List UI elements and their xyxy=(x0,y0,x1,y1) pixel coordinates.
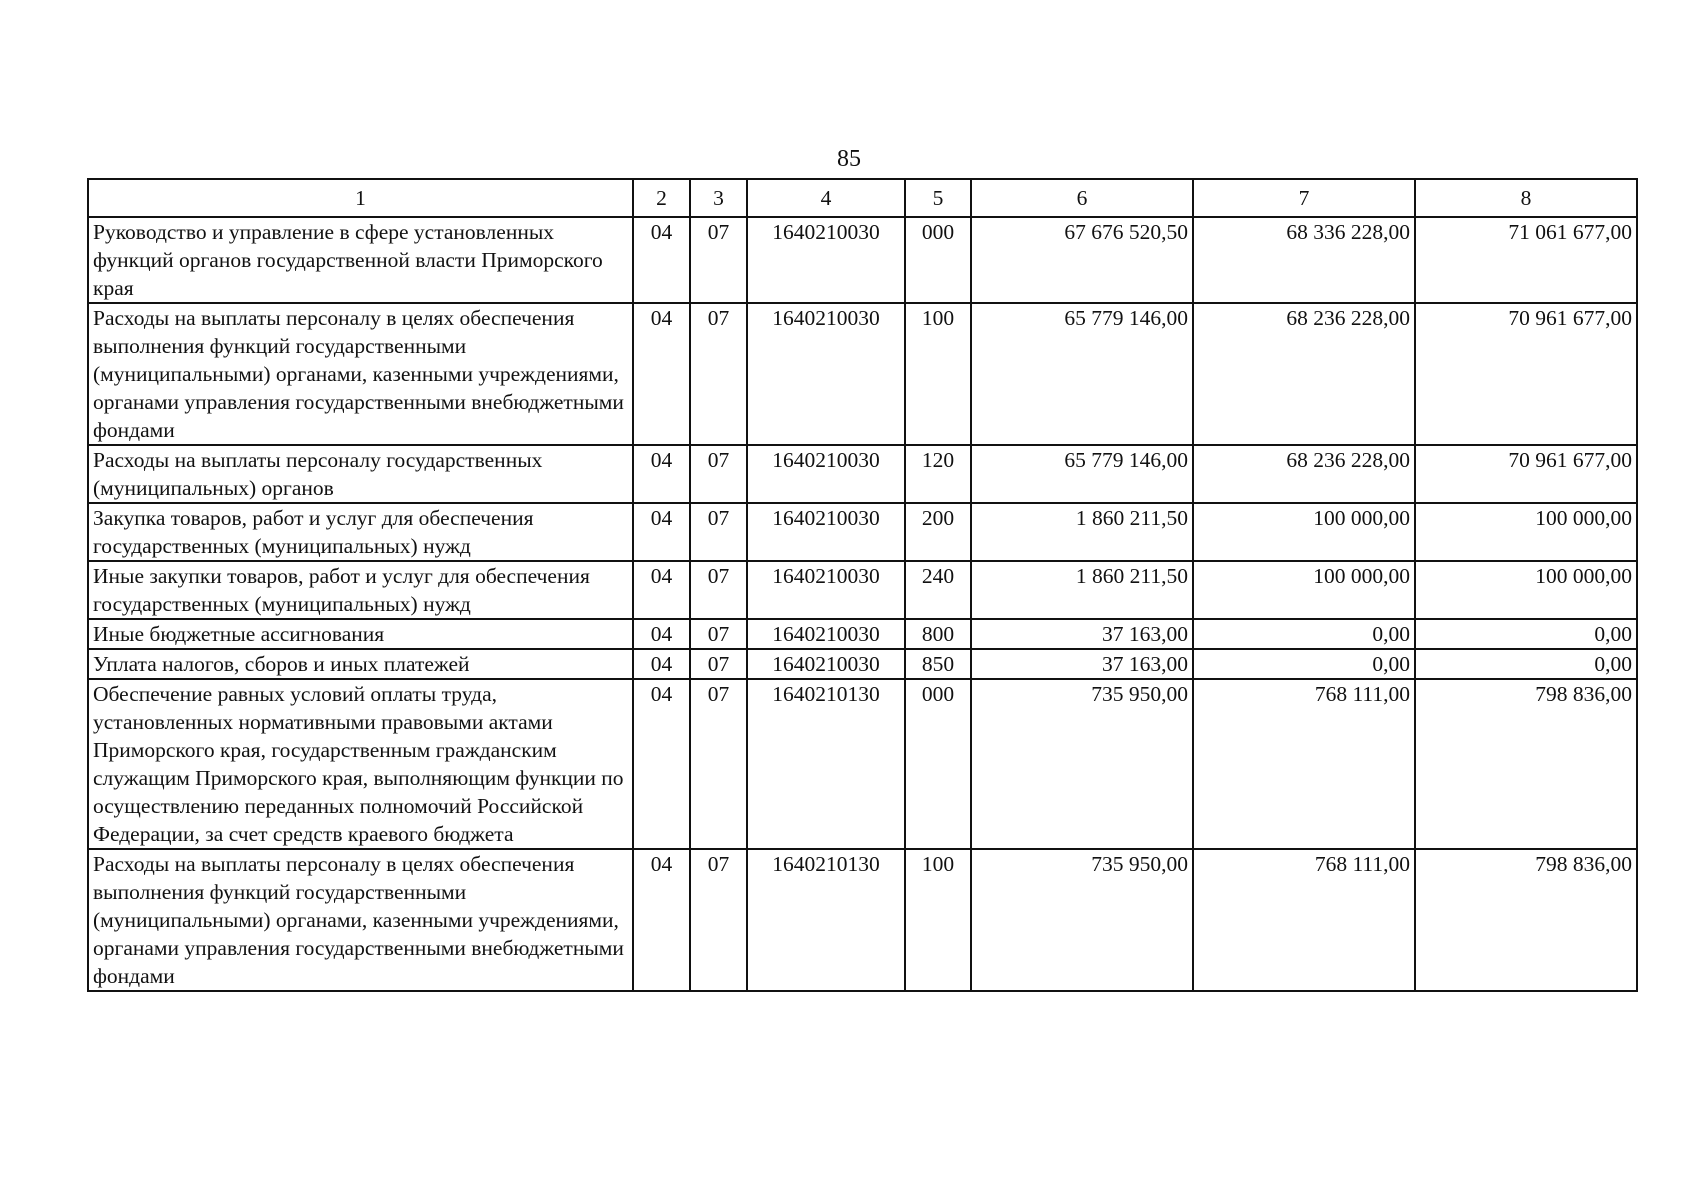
page-number: 85 xyxy=(837,146,861,172)
row-expense-type: 000 xyxy=(905,217,971,303)
row-amount-6: 1 860 211,50 xyxy=(971,503,1193,561)
row-amount-8: 798 836,00 xyxy=(1415,849,1637,991)
header-cell-6: 6 xyxy=(971,179,1193,217)
row-target-article: 1640210030 xyxy=(747,649,905,679)
table-row xyxy=(88,679,1637,849)
row-subsection: 07 xyxy=(690,503,747,561)
row-subsection: 07 xyxy=(690,303,747,445)
row-amount-6: 735 950,00 xyxy=(971,849,1193,991)
row-section: 04 xyxy=(633,619,690,649)
row-amount-8: 70 961 677,00 xyxy=(1415,445,1637,503)
row-subsection: 07 xyxy=(690,649,747,679)
row-target-article: 1640210030 xyxy=(747,619,905,649)
row-target-article: 1640210030 xyxy=(747,561,905,619)
row-amount-6: 65 779 146,00 xyxy=(971,303,1193,445)
row-name: Уплата налогов, сборов и иных платежей xyxy=(88,649,633,679)
row-amount-8: 100 000,00 xyxy=(1415,503,1637,561)
table-row xyxy=(88,561,1637,619)
table-row xyxy=(88,503,1637,561)
row-name: Расходы на выплаты персоналу в целях обеспечения выполнения функций государственными (муниципальными) органами, казенными учреждениями, органами управления государственными внебюджетными фондами xyxy=(88,849,633,991)
row-name: Закупка товаров, работ и услуг для обеспечения государственных (муниципальных) нужд xyxy=(88,503,633,561)
row-target-article: 1640210030 xyxy=(747,303,905,445)
row-section: 04 xyxy=(633,303,690,445)
header-cell-7: 7 xyxy=(1193,179,1415,217)
row-amount-8: 71 061 677,00 xyxy=(1415,217,1637,303)
table-body xyxy=(88,217,1637,991)
row-amount-7: 100 000,00 xyxy=(1193,503,1415,561)
row-section: 04 xyxy=(633,849,690,991)
row-name: Руководство и управление в сфере установленных функций органов государственной власти Приморского края xyxy=(88,217,633,303)
row-target-article: 1640210030 xyxy=(747,445,905,503)
row-subsection: 07 xyxy=(690,561,747,619)
row-amount-7: 0,00 xyxy=(1193,649,1415,679)
row-amount-8: 70 961 677,00 xyxy=(1415,303,1637,445)
row-name: Обеспечение равных условий оплаты труда, установленных нормативными правовыми актами Приморского края, государственным гражданским служащим Приморского края, выполняющим функции по осуществлению переданных полномочий Российской Федерации, за счет средств краевого бюджета xyxy=(88,679,633,849)
row-expense-type: 850 xyxy=(905,649,971,679)
header-cell-8: 8 xyxy=(1415,179,1637,217)
row-amount-7: 68 236 228,00 xyxy=(1193,445,1415,503)
row-section: 04 xyxy=(633,503,690,561)
row-expense-type: 100 xyxy=(905,303,971,445)
row-subsection: 07 xyxy=(690,619,747,649)
row-section: 04 xyxy=(633,217,690,303)
row-amount-6: 67 676 520,50 xyxy=(971,217,1193,303)
row-amount-7: 768 111,00 xyxy=(1193,849,1415,991)
row-expense-type: 240 xyxy=(905,561,971,619)
header-cell-4: 4 xyxy=(747,179,905,217)
header-cell-3: 3 xyxy=(690,179,747,217)
header-cell-5: 5 xyxy=(905,179,971,217)
table-row xyxy=(88,445,1637,503)
row-target-article: 1640210030 xyxy=(747,503,905,561)
row-name: Иные закупки товаров, работ и услуг для обеспечения государственных (муниципальных) нужд xyxy=(88,561,633,619)
row-subsection: 07 xyxy=(690,445,747,503)
row-amount-8: 0,00 xyxy=(1415,649,1637,679)
row-expense-type: 200 xyxy=(905,503,971,561)
row-amount-7: 0,00 xyxy=(1193,619,1415,649)
row-amount-8: 798 836,00 xyxy=(1415,679,1637,849)
row-amount-8: 0,00 xyxy=(1415,619,1637,649)
row-expense-type: 000 xyxy=(905,679,971,849)
row-amount-7: 68 336 228,00 xyxy=(1193,217,1415,303)
row-section: 04 xyxy=(633,445,690,503)
row-name: Расходы на выплаты персоналу в целях обеспечения выполнения функций государственными (муниципальными) органами, казенными учреждениями, органами управления государственными внебюджетными фондами xyxy=(88,303,633,445)
table-row xyxy=(88,619,1637,649)
row-amount-7: 768 111,00 xyxy=(1193,679,1415,849)
row-amount-7: 100 000,00 xyxy=(1193,561,1415,619)
row-amount-6: 37 163,00 xyxy=(971,619,1193,649)
row-amount-6: 735 950,00 xyxy=(971,679,1193,849)
table-row xyxy=(88,649,1637,679)
row-subsection: 07 xyxy=(690,849,747,991)
row-section: 04 xyxy=(633,561,690,619)
header-row xyxy=(88,179,1637,217)
row-expense-type: 100 xyxy=(905,849,971,991)
row-amount-8: 100 000,00 xyxy=(1415,561,1637,619)
row-expense-type: 800 xyxy=(905,619,971,649)
row-expense-type: 120 xyxy=(905,445,971,503)
table-header xyxy=(88,179,1637,217)
header-cell-1: 1 xyxy=(88,179,633,217)
row-amount-6: 37 163,00 xyxy=(971,649,1193,679)
row-subsection: 07 xyxy=(690,217,747,303)
row-section: 04 xyxy=(633,649,690,679)
row-target-article: 1640210130 xyxy=(747,679,905,849)
row-name: Иные бюджетные ассигнования xyxy=(88,619,633,649)
row-target-article: 1640210130 xyxy=(747,849,905,991)
row-section: 04 xyxy=(633,679,690,849)
row-amount-7: 68 236 228,00 xyxy=(1193,303,1415,445)
row-amount-6: 65 779 146,00 xyxy=(971,445,1193,503)
row-amount-6: 1 860 211,50 xyxy=(971,561,1193,619)
table-row xyxy=(88,217,1637,303)
table-row xyxy=(88,303,1637,445)
budget-table xyxy=(87,178,1638,992)
row-subsection: 07 xyxy=(690,679,747,849)
row-target-article: 1640210030 xyxy=(747,217,905,303)
row-name: Расходы на выплаты персоналу государственных (муниципальных) органов xyxy=(88,445,633,503)
table-row xyxy=(88,849,1637,991)
header-cell-2: 2 xyxy=(633,179,690,217)
